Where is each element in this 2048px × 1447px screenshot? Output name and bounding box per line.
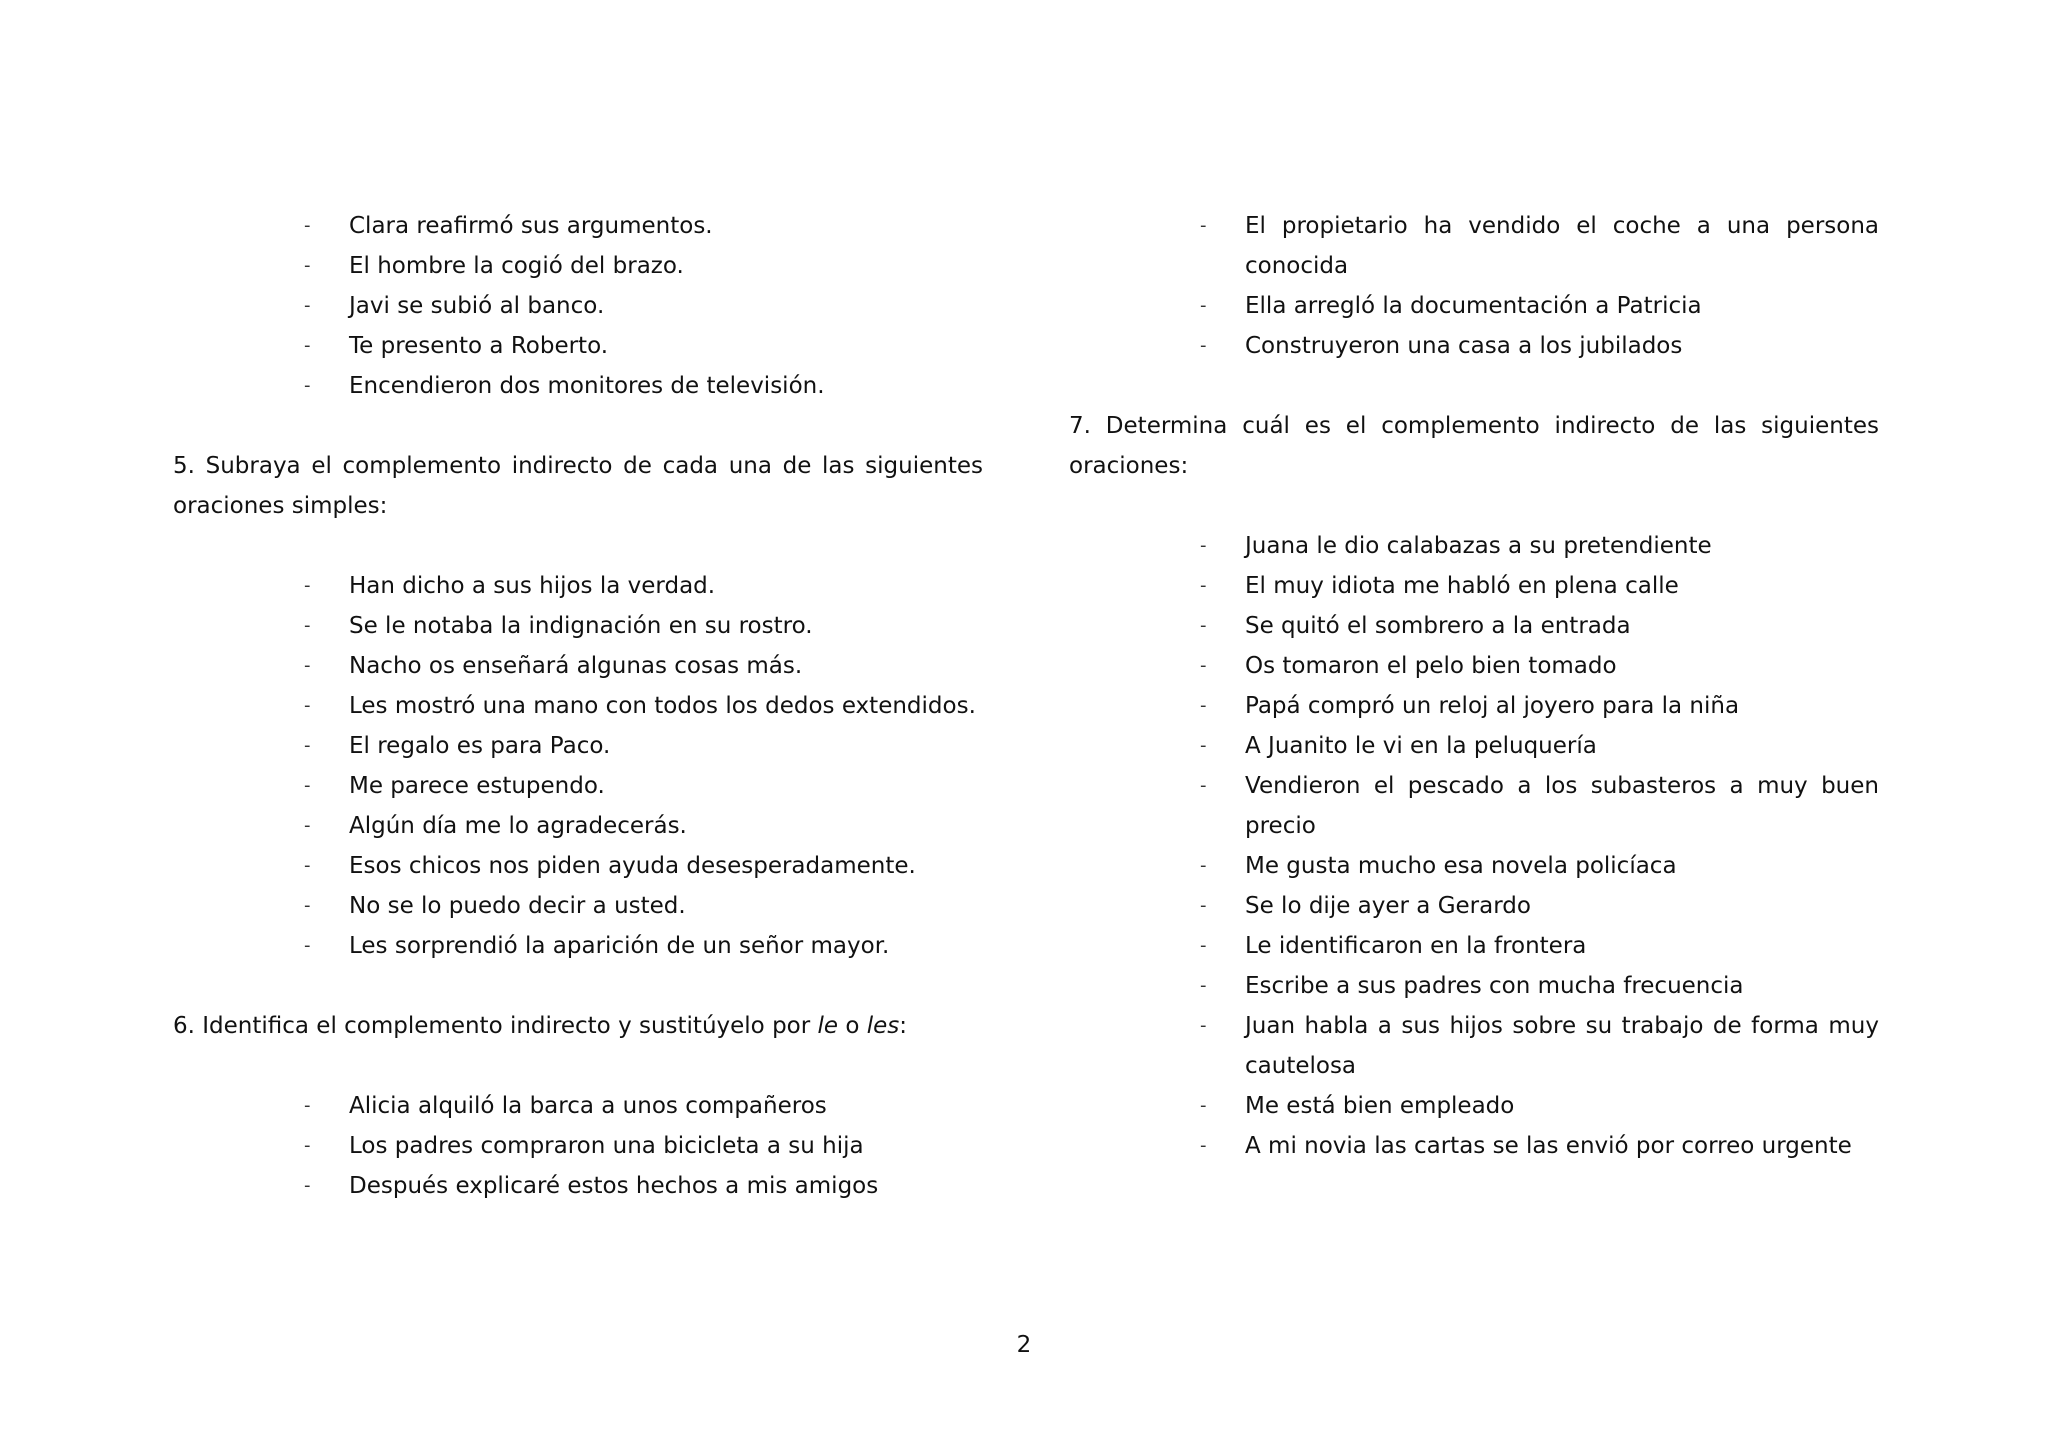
exercise-6-em-le: le <box>817 1013 839 1039</box>
list-item-text: Construyeron una casa a los jubilados <box>1245 333 1683 359</box>
exercise-5-heading <box>173 446 983 526</box>
list-item <box>1069 726 1879 766</box>
list-item <box>1069 886 1879 926</box>
exercise-6-mid: o <box>838 1013 867 1039</box>
list-item-text: El hombre la cogió del brazo. <box>349 253 684 279</box>
list-item-text: Ella arregló la documentación a Patricia <box>1245 293 1702 319</box>
sentence-list-b <box>173 566 983 966</box>
bullet-dash: - <box>304 935 311 956</box>
bullet-dash: - <box>304 375 311 396</box>
exercise-6-suffix: : <box>899 1013 908 1039</box>
bullet-dash: - <box>1200 655 1207 676</box>
bullet-dash: - <box>304 815 311 836</box>
list-item-text: Se quitó el sombrero a la entrada <box>1245 613 1631 639</box>
list-item-text: Escribe a sus padres con mucha frecuencia <box>1245 973 1744 999</box>
list-item-text: No se lo puedo decir a usted. <box>349 893 686 919</box>
exercise-5-line1: 5. Subraya el complemento indirecto de cada una de las siguientes <box>173 453 983 479</box>
list-item <box>173 1086 983 1126</box>
list-item-text: El muy idiota me habló en plena calle <box>1245 573 1679 599</box>
list-item <box>173 1166 983 1206</box>
page-number: 2 <box>1016 1332 1032 1358</box>
list-item <box>173 286 983 326</box>
list-item-text: Se le notaba la indignación en su rostro. <box>349 613 813 639</box>
list-item-text: Los padres compraron una bicicleta a su hija <box>349 1133 864 1159</box>
list-item-text: Clara reafirmó sus argumentos. <box>349 213 713 239</box>
list-item <box>1069 1006 1879 1086</box>
list-item <box>1069 766 1879 846</box>
list-item <box>173 686 983 726</box>
list-item-text: El regalo es para Paco. <box>349 733 611 759</box>
bullet-dash: - <box>304 1175 311 1196</box>
list-item <box>1069 846 1879 886</box>
bullet-dash: - <box>304 855 311 876</box>
bullet-dash: - <box>304 1095 311 1116</box>
list-item-text: Me gusta mucho esa novela policíaca <box>1245 853 1677 879</box>
list-item-text: Les sorprendió la aparición de un señor mayor. <box>349 933 890 959</box>
list-item-text: Nacho os enseñará algunas cosas más. <box>349 653 803 679</box>
bullet-dash: - <box>304 895 311 916</box>
list-item-text: Han dicho a sus hijos la verdad. <box>349 573 716 599</box>
exercise-6-em-les: les <box>866 1013 900 1039</box>
bullet-dash: - <box>1200 1135 1207 1156</box>
list-item-text: Papá compró un reloj al joyero para la niña <box>1245 693 1740 719</box>
list-item-text: Os tomaron el pelo bien tomado <box>1245 653 1617 679</box>
bullet-dash: - <box>1200 215 1207 236</box>
bullet-dash: - <box>1200 295 1207 316</box>
bullet-dash: - <box>1200 895 1207 916</box>
list-item <box>173 726 983 766</box>
list-item <box>173 646 983 686</box>
bullet-dash: - <box>304 215 311 236</box>
exercise-6-heading <box>173 1006 983 1046</box>
list-item <box>173 566 983 606</box>
exercise-5-line2: oraciones simples: <box>173 493 388 519</box>
list-item <box>1069 206 1879 286</box>
list-item <box>1069 686 1879 726</box>
list-item-text: Juan habla a sus hijos sobre su trabajo de forma muy cautelosa <box>1245 1013 1879 1079</box>
left-column <box>173 206 983 1206</box>
list-item-text: Me parece estupendo. <box>349 773 605 799</box>
bullet-dash: - <box>304 695 311 716</box>
right-column <box>1069 206 1879 1166</box>
exercise-6-prefix: 6. Identifica el complemento indirecto y sustitúyelo por <box>173 1013 818 1039</box>
bullet-dash: - <box>1200 775 1207 796</box>
list-item <box>173 206 983 246</box>
list-item <box>173 886 983 926</box>
list-item-text: El propietario ha vendido el coche a una persona conocida <box>1245 213 1879 279</box>
list-item <box>1069 926 1879 966</box>
bullet-dash: - <box>304 575 311 596</box>
sentence-list-e <box>1069 526 1879 1166</box>
bullet-dash: - <box>1200 335 1207 356</box>
list-item <box>173 846 983 886</box>
list-item <box>1069 606 1879 646</box>
list-item <box>173 926 983 966</box>
list-item-text: Se lo dije ayer a Gerardo <box>1245 893 1531 919</box>
list-item-text: Algún día me lo agradecerás. <box>349 813 687 839</box>
bullet-dash: - <box>1200 615 1207 636</box>
list-item <box>173 246 983 286</box>
bullet-dash: - <box>304 1135 311 1156</box>
list-item-text: Les mostró una mano con todos los dedos extendidos. <box>349 693 976 719</box>
bullet-dash: - <box>304 775 311 796</box>
exercise-7-line1: 7. Determina cuál es el complemento indirecto de las siguientes <box>1069 413 1879 439</box>
list-item-text: A Juanito le vi en la peluquería <box>1245 733 1597 759</box>
list-item <box>1069 646 1879 686</box>
bullet-dash: - <box>304 735 311 756</box>
sentence-list-c <box>173 1086 983 1206</box>
exercise-7-heading <box>1069 406 1879 486</box>
bullet-dash: - <box>1200 695 1207 716</box>
list-item-text: Juana le dio calabazas a su pretendiente <box>1245 533 1712 559</box>
list-item-text: Esos chicos nos piden ayuda desesperadamente. <box>349 853 916 879</box>
list-item-text: Le identificaron en la frontera <box>1245 933 1587 959</box>
list-item-text: Me está bien empleado <box>1245 1093 1515 1119</box>
list-item <box>1069 326 1879 366</box>
exercise-7-line2: oraciones: <box>1069 453 1189 479</box>
bullet-dash: - <box>304 255 311 276</box>
bullet-dash: - <box>304 335 311 356</box>
bullet-dash: - <box>1200 735 1207 756</box>
bullet-dash: - <box>1200 975 1207 996</box>
bullet-dash: - <box>1200 535 1207 556</box>
bullet-dash: - <box>304 615 311 636</box>
list-item-text: Vendieron el pescado a los subasteros a muy buen precio <box>1245 773 1879 839</box>
list-item <box>173 366 983 406</box>
list-item-text: Javi se subió al banco. <box>349 293 605 319</box>
sentence-list-a <box>173 206 983 406</box>
list-item <box>1069 1086 1879 1126</box>
list-item-text: Encendieron dos monitores de televisión. <box>349 373 825 399</box>
bullet-dash: - <box>304 655 311 676</box>
bullet-dash: - <box>1200 1015 1207 1036</box>
list-item <box>1069 566 1879 606</box>
list-item-text: Te presento a Roberto. <box>349 333 609 359</box>
bullet-dash: - <box>304 295 311 316</box>
list-item <box>1069 526 1879 566</box>
bullet-dash: - <box>1200 935 1207 956</box>
list-item-text: Después explicaré estos hechos a mis amigos <box>349 1173 879 1199</box>
list-item <box>173 766 983 806</box>
list-item <box>1069 286 1879 326</box>
sentence-list-d <box>1069 206 1879 366</box>
list-item-text: A mi novia las cartas se las envió por correo urgente <box>1245 1133 1852 1159</box>
list-item <box>1069 966 1879 1006</box>
list-item <box>173 326 983 366</box>
bullet-dash: - <box>1200 1095 1207 1116</box>
bullet-dash: - <box>1200 855 1207 876</box>
list-item <box>173 1126 983 1166</box>
list-item-text: Alicia alquiló la barca a unos compañeros <box>349 1093 827 1119</box>
bullet-dash: - <box>1200 575 1207 596</box>
list-item <box>173 806 983 846</box>
list-item <box>173 606 983 646</box>
list-item <box>1069 1126 1879 1166</box>
